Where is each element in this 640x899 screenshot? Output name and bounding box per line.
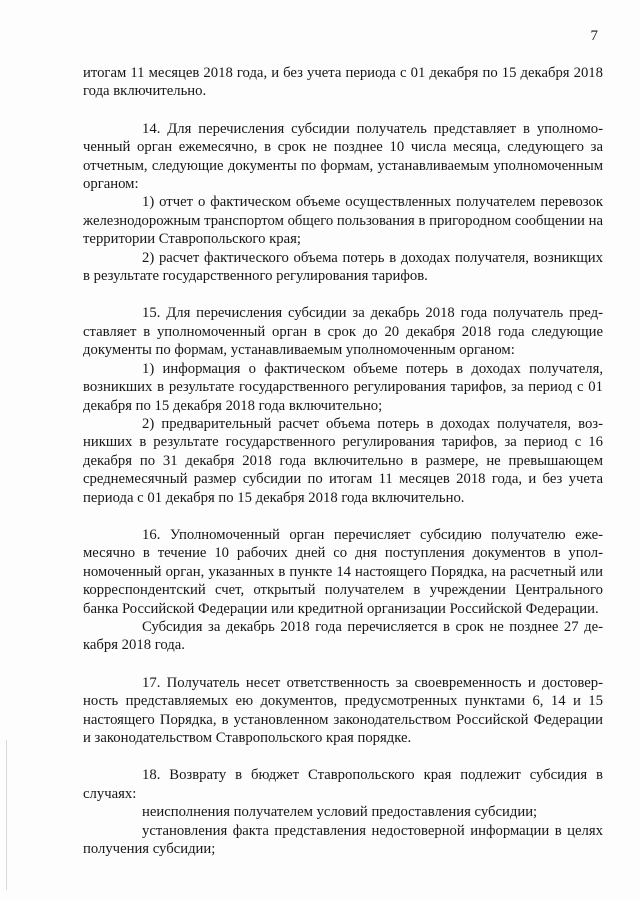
paragraph-gap <box>83 747 603 766</box>
scan-edge-line <box>6 740 7 890</box>
paragraph: 2) предварительный расчет объема потерь в доходах получателя, возникших в результате государственного регулирования тарифов, за период с 16 декабря по 31 декабря 2018 года включительно в размере, не превышающем среднемесячный размер субсидии по итогам 11 месяцев 2018 года, и без учета периода с 01 декабря по 15 декабря 2018 года включительно. <box>83 415 603 506</box>
paragraph: итогам 11 месяцев 2018 года, и без учета периода с 01 декабря по 15 декабря 2018 года включительно. <box>83 65 603 100</box>
document-body <box>83 64 603 858</box>
paragraph: 17. Получатель несет ответственность за своевременность и достоверность представляемых ею документов, предусмотренных пунктами 6, 14 и 15 настоящего Порядка, в установленном законодательством Российской Федерации и законодательством Ставропольского края порядке. <box>83 674 603 746</box>
paragraph: 15. Для перечисления субсидии за декабрь 2018 года получатель представляет в уполномоченный орган в срок до 20 декабря 2018 года следующие документы по формам, устанавливаемым уполномоченным органом: <box>83 305 603 359</box>
paragraph: 18. Возврату в бюджет Ставропольского края подлежит субсидия в случаях: <box>83 767 603 802</box>
paragraph: 16. Уполномоченный орган перечисляет субсидию получателю ежемесячно в течение 10 рабочих дней со дня поступления документов в уполномоченный орган, указанных в пункте 14 настоящего Порядка, на расчетный или корреспондентский счет, открытый получателем в учреждении Центрального банка Российской Федерации или кредитной организации Российской Федерации. <box>83 526 603 617</box>
paragraph-gap <box>83 101 603 120</box>
paragraph: неисполнения получателем условий предоставления субсидии; <box>142 804 538 821</box>
paragraph-gap <box>83 655 603 674</box>
page-number: 7 <box>590 28 598 44</box>
paragraph: 14. Для перечисления субсидии получатель представляет в уполномоченный орган ежемесячно, в срок не позднее 10 числа месяца, следующего за отчетным, следующие документы по формам, устанавливаемым уполномоченным органом: <box>83 120 603 193</box>
paragraph: 1) отчет о фактическом объеме осуществленных получателем перевозок железнодорожным транспортом общего пользования в пригородном сообщении на территории Ставропольского края; <box>83 194 603 248</box>
paragraph: 2) расчет фактического объема потерь в доходах получателя, возникщих в результате государственного регулирования тарифов. <box>83 249 603 285</box>
paragraph: 1) информация о фактическом объеме потерь в доходах получателя, возникших в результате государственного регулирования тарифов, за период с 01 декабря по 15 декабря 2018 года включительно; <box>83 360 603 414</box>
paragraph-gap <box>83 507 603 526</box>
paragraph: установления факта представления недостоверной информации в целях получения субсидии; <box>83 822 603 858</box>
paragraph-gap <box>83 285 603 304</box>
paragraph: Субсидия за декабрь 2018 года перечисляется в срок не позднее 27 декабря 2018 года. <box>83 618 603 654</box>
